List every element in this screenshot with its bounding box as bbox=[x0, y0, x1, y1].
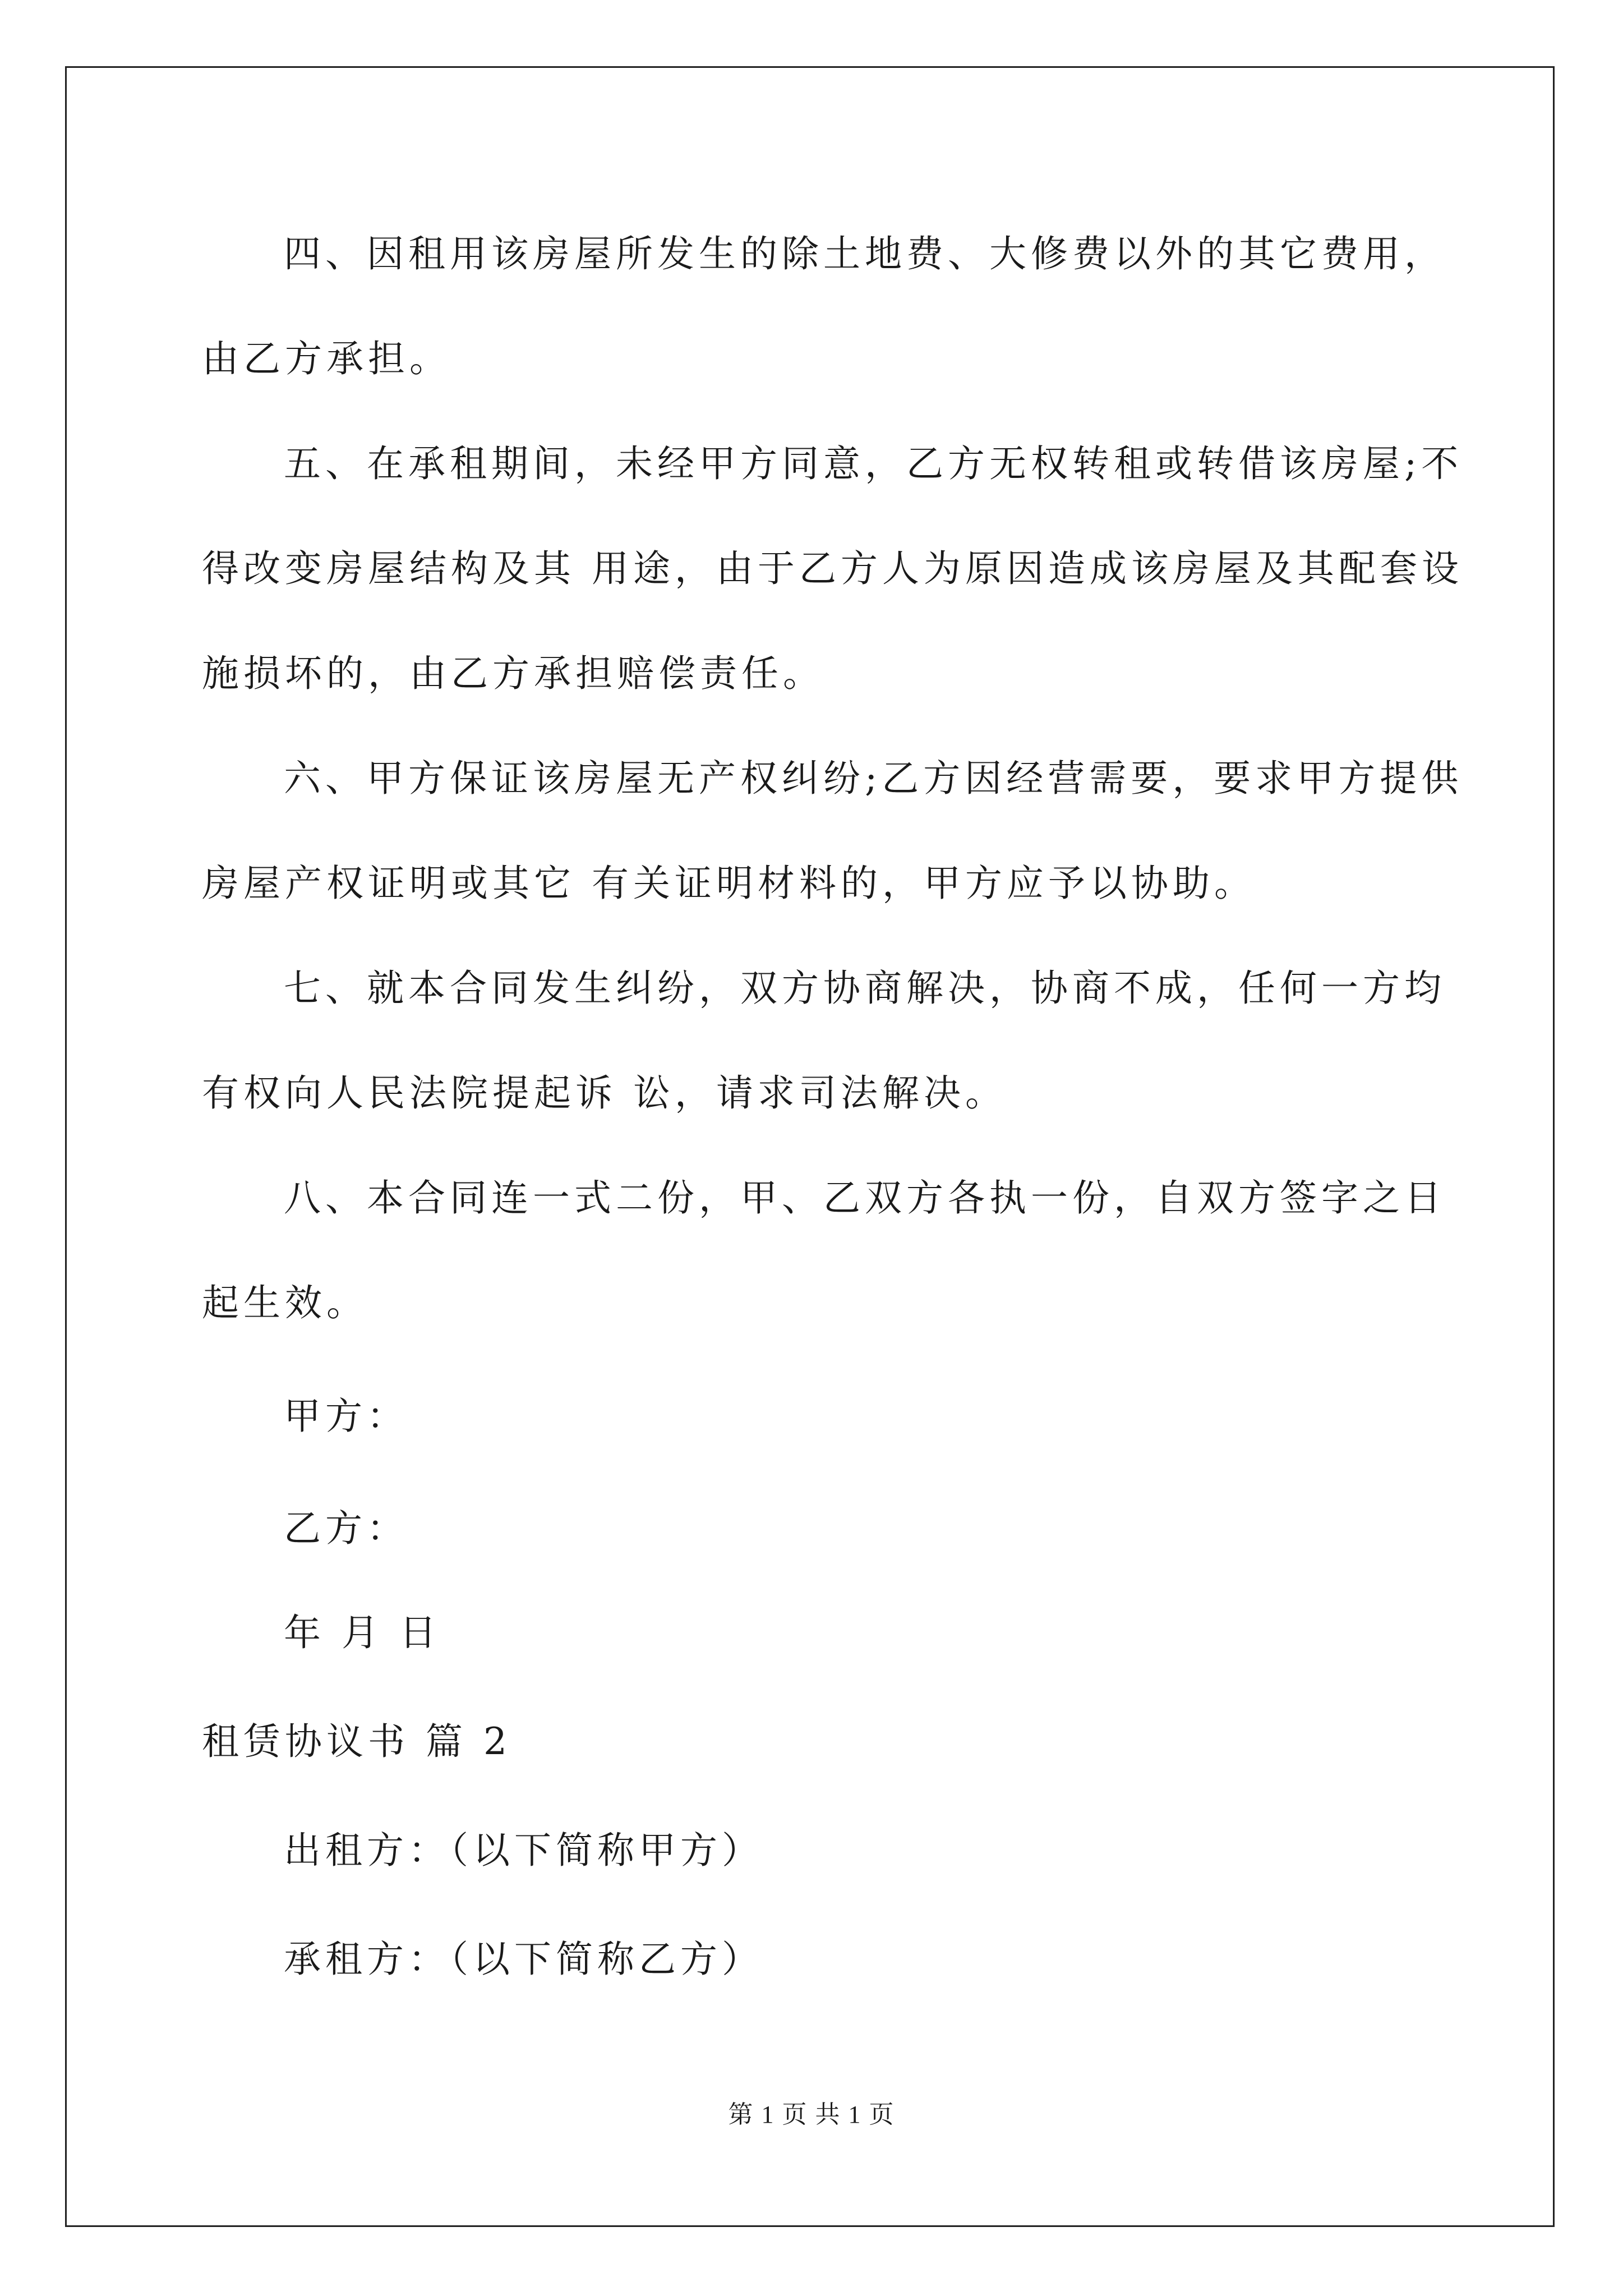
lessor-line: 出租方：（以下简称甲方） bbox=[284, 1829, 763, 1872]
page-footer: 第 1 页 共 1 页 bbox=[728, 2101, 895, 2128]
clause-4-line-1: 四、因租用该房屋所发生的除土地费、大修费以外的其它费用， bbox=[284, 232, 1446, 275]
clause-5-line-2: 得改变房屋结构及其 用途，由于乙方人为原因造成该房屋及其配套设 bbox=[202, 547, 1463, 590]
clause-5-line-1: 五、在承租期间，未经甲方同意，乙方无权转租或转借该房屋;不 bbox=[284, 442, 1463, 485]
clause-7-line-1: 七、就本合同发生纠纷，双方协商解决，协商不成，任何一方均 bbox=[284, 967, 1446, 1010]
section-title: 租赁协议书 篇 2 bbox=[202, 1720, 511, 1763]
lessee-line: 承租方：（以下简称乙方） bbox=[284, 1938, 763, 1981]
clause-8-line-2: 起生效。 bbox=[202, 1281, 368, 1324]
signing-date: 年 月 日 bbox=[284, 1611, 441, 1654]
clause-6-line-1: 六、甲方保证该房屋无产权纠纷;乙方因经营需要，要求甲方提供 bbox=[284, 757, 1463, 800]
clause-4-line-2: 由乙方承担。 bbox=[202, 337, 451, 380]
party-a-signature: 甲方： bbox=[284, 1395, 408, 1438]
clause-8-line-1: 八、本合同连一式二份，甲、乙双方各执一份，自双方签字之日 bbox=[284, 1176, 1446, 1220]
page-border bbox=[65, 66, 1555, 2227]
party-b-signature: 乙方： bbox=[284, 1507, 408, 1550]
clause-6-line-2: 房屋产权证明或其它 有关证明材料的，甲方应予以协助。 bbox=[202, 862, 1256, 905]
clause-5-line-3: 施损坏的，由乙方承担赔偿责任。 bbox=[202, 652, 824, 695]
clause-7-line-2: 有权向人民法院提起诉 讼，请求司法解决。 bbox=[202, 1071, 1007, 1115]
